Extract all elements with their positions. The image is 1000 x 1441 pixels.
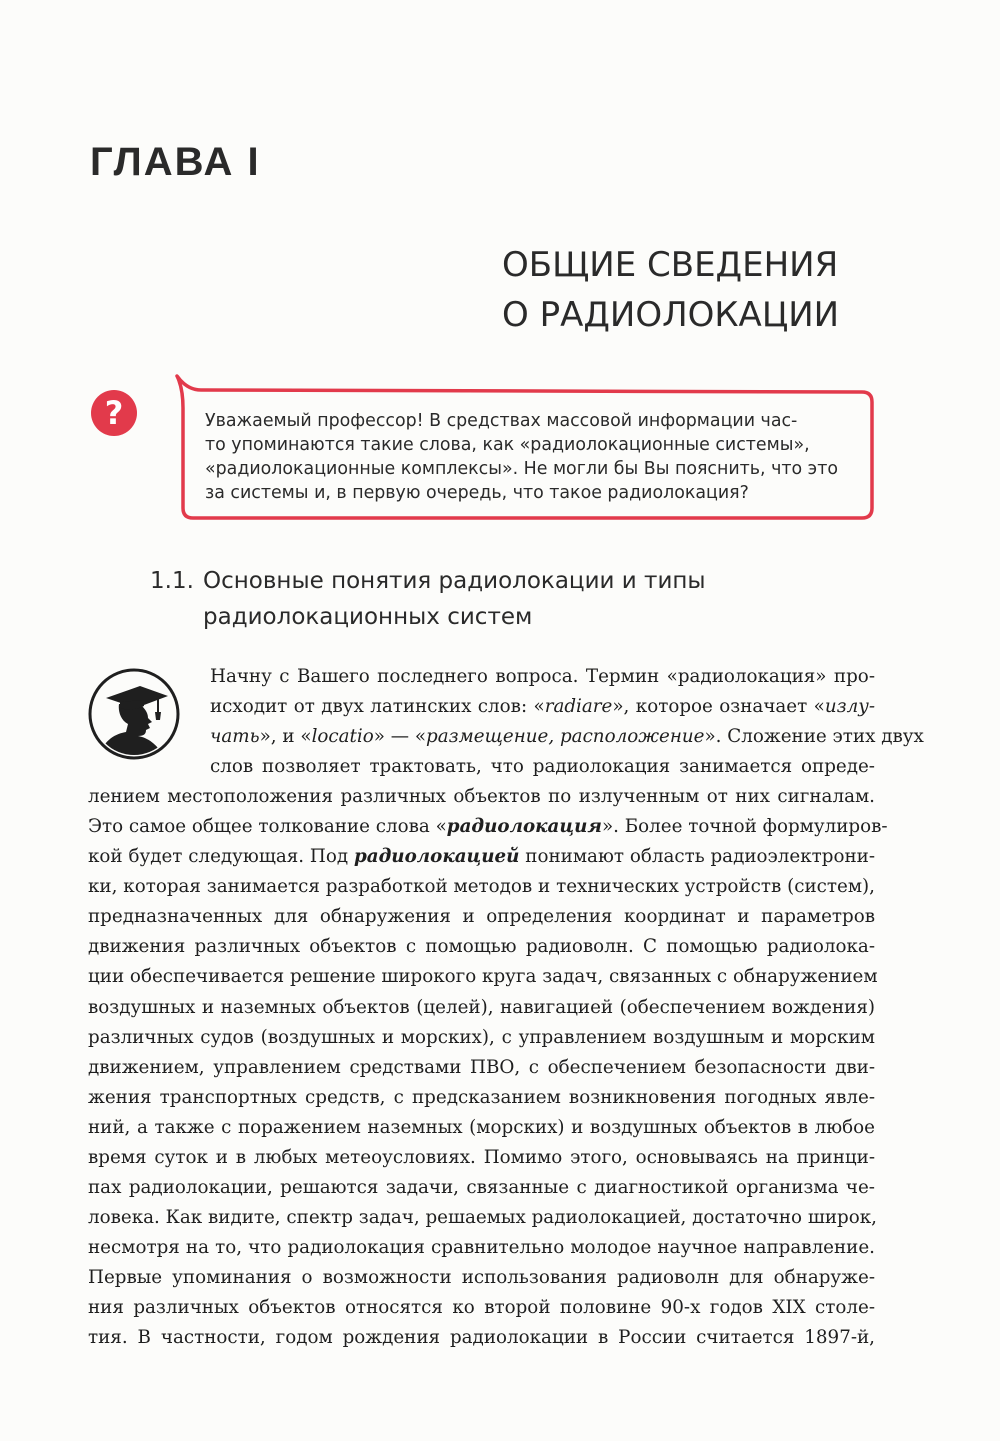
body-line: слов позволяет трактовать, что радиолокация занимается опреде- xyxy=(210,756,875,778)
body-line: кой будет следующая. Под радиолокацией понимают область радиоэлектрони- xyxy=(88,846,875,868)
body-line: ции обеспечивается решение широкого круга задач, связанных с обнаружением xyxy=(88,966,878,988)
question-text xyxy=(205,409,850,505)
section-heading xyxy=(150,563,706,635)
chapter-title xyxy=(502,240,839,340)
body-line: движением, управлением средствами ПВО, с обеспечением безопасности дви- xyxy=(88,1056,875,1078)
body-line: жения транспортных средств, с предсказанием возникновения погодных явле- xyxy=(88,1086,875,1108)
body-line: тия. В частности, годом рождения радиолокации в России считается 1897-й, xyxy=(88,1327,875,1349)
section-title-line: Основные понятия радиолокации и типы xyxy=(203,568,706,594)
question-mark-icon: ? xyxy=(91,390,137,436)
chapter-title-line: ОБЩИЕ СВЕДЕНИЯ xyxy=(502,245,839,285)
term-emphasis: радиолокацией xyxy=(353,846,520,868)
question-line: за системы и, в первую очередь, что такое радиолокация? xyxy=(205,483,749,503)
body-line: воздушных и наземных объектов (целей), навигацией (обеспечением вождения) xyxy=(88,996,875,1018)
question-line: то упоминаются такие слова, как «радиолокационные системы», xyxy=(205,435,810,455)
body-line: пах радиолокации, решаются задачи, связанные с диагностикой организма че- xyxy=(88,1176,875,1198)
body-line: ловека. Как видите, спектр задач, решаемых радиолокацией, достаточно широк, xyxy=(88,1206,877,1228)
body-line: лением местоположения различных объектов по излученным от них сигналам. xyxy=(88,786,875,808)
section-number: 1.1. xyxy=(150,568,194,594)
body-line: предназначенных для обнаружения и определения координат и параметров xyxy=(88,906,875,928)
body-line: движения различных объектов с помощью радиоволн. С помощью радиолока- xyxy=(88,936,875,958)
body-paragraph xyxy=(88,662,924,1353)
body-line: время суток и в любых метеоусловиях. Помимо этого, основываясь на принци- xyxy=(88,1146,875,1168)
body-line: Начну с Вашего последнего вопроса. Термин «радиолокация» про- xyxy=(210,666,875,687)
body-line: Первые упоминания о возможности использования радиоволн для обнаруже- xyxy=(88,1266,875,1288)
body-line: ния различных объектов относятся ко второй половине 90-х годов XIX столе- xyxy=(88,1296,875,1318)
body-line: ки, которая занимается разработкой методов и технических устройств (систем), xyxy=(88,876,875,898)
section-title-line: радиолокационных систем xyxy=(203,604,533,630)
body-line: ний, а также с поражением наземных (морских) и воздушных объектов в любое xyxy=(88,1116,875,1138)
term-emphasis: радиолокация xyxy=(446,816,602,838)
chapter-title-line: О РАДИОЛОКАЦИИ xyxy=(502,295,840,335)
body-line: исходит от двух латинских слов: «radiare», которое означает «излу- xyxy=(210,696,876,718)
body-line: различных судов (воздушных и морских), с управлением воздушным и морским xyxy=(88,1026,875,1048)
question-line: Уважаемый профессор! В средствах массовой информации час- xyxy=(205,411,798,431)
body-line: Это самое общее толкование слова «радиолокация». Более точной формулиров- xyxy=(88,816,888,838)
body-line: чать», и «locatio» — «размещение, расположение». Сложение этих двух xyxy=(210,726,924,748)
body-line: несмотря на то, что радиолокация сравнительно молодое научное направление. xyxy=(88,1236,875,1258)
question-line: «радиолокационные комплексы». Не могли бы Вы пояснить, что это xyxy=(205,459,838,479)
chapter-label: ГЛАВА I xyxy=(90,140,261,184)
